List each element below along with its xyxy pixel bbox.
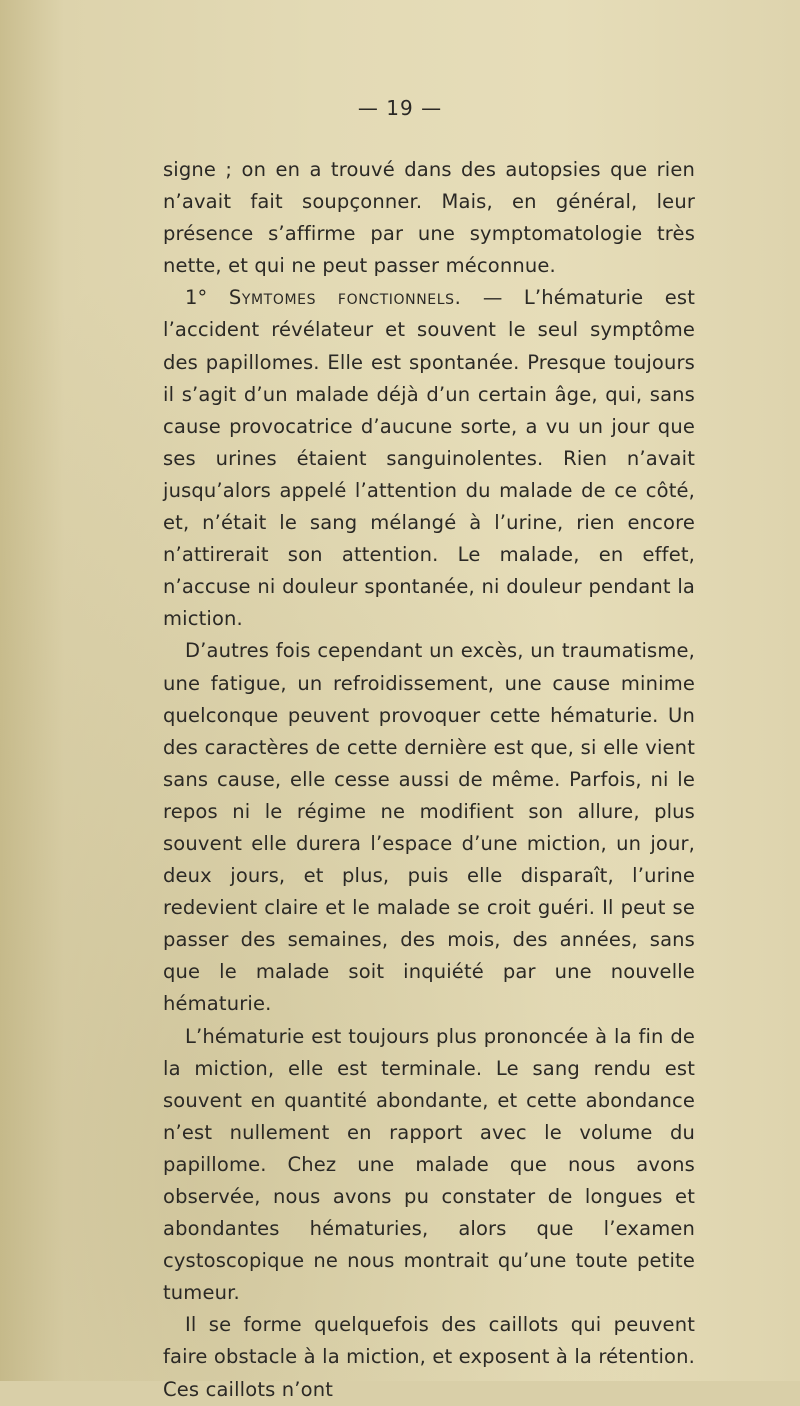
paragraph-clots: Il se forme quelquefois des caillots qui peuvent faire obstacle à la miction, et exposent à la rétention. Ces caillots n’ont (163, 1313, 695, 1401)
paragraph-terminal-hematuria: L’hématurie est toujours plus prononcée à la fin de la miction, elle est terminale. Le sang rendu est souvent en quantité abondante, et cette abondance n’est nullement en rapport avec le volume du papillome. Chez une malade que nous avons observée, nous avons pu constater de longues et abondantes hématuries, alors que l’examen cystoscopique ne nous montrait qu’une toute petite tumeur. (163, 1024, 695, 1305)
paragraph-symptoms (163, 282, 695, 635)
paragraph-causes: D’autres fois cependant un excès, un traumatisme, une fatigue, un refroidissement, une cause minime quelconque peuvent provoquer cette hématurie. Un des caractères de cette dernière est que, si elle vient sans cause, elle cesse aussi de même. Parfois, ni le repos ni le régime ne modifient son allure, plus souvent elle durera l’espace d’une miction, un jour, deux jours, et plus, puis elle disparaît, l’urine redevient claire et le malade se croit guéri. Il peut se passer des semaines, des mois, des années, sans que le malade soit inquiété par une nouvelle hématurie. (163, 639, 695, 1016)
section-heading: Symtomes fonctionnels. (228, 286, 462, 310)
body-text (163, 154, 695, 1406)
paragraph-text: — L’hématurie est l’accident révélateur et souvent le seul symptôme des papillomes. Elle est spontanée. Presque toujours il s’agit d’un malade déjà d’un certain âge, qui, sans cause provocatrice d’aucune sorte, a vu un jour que ses urines étaient sanguinolentes. Rien n’avait jusqu’alors appelé l’attention du malade de ce côté, et, n’était le sang mélangé à l’urine, rien encore n’attirerait son attention. Le malade, en effet, n’accuse ni douleur spontanée, ni douleur pendant la miction. (163, 286, 695, 631)
paragraph-continuation: signe ; on en a trouvé dans des autopsies que rien n’avait fait soupçonner. Mais, en général, leur présence s’affirme par une symptomatologie très nette, et qui ne peut passer méconnue. (163, 158, 695, 278)
section-number: 1° (185, 286, 229, 310)
page-number: — 19 — (357, 96, 443, 120)
